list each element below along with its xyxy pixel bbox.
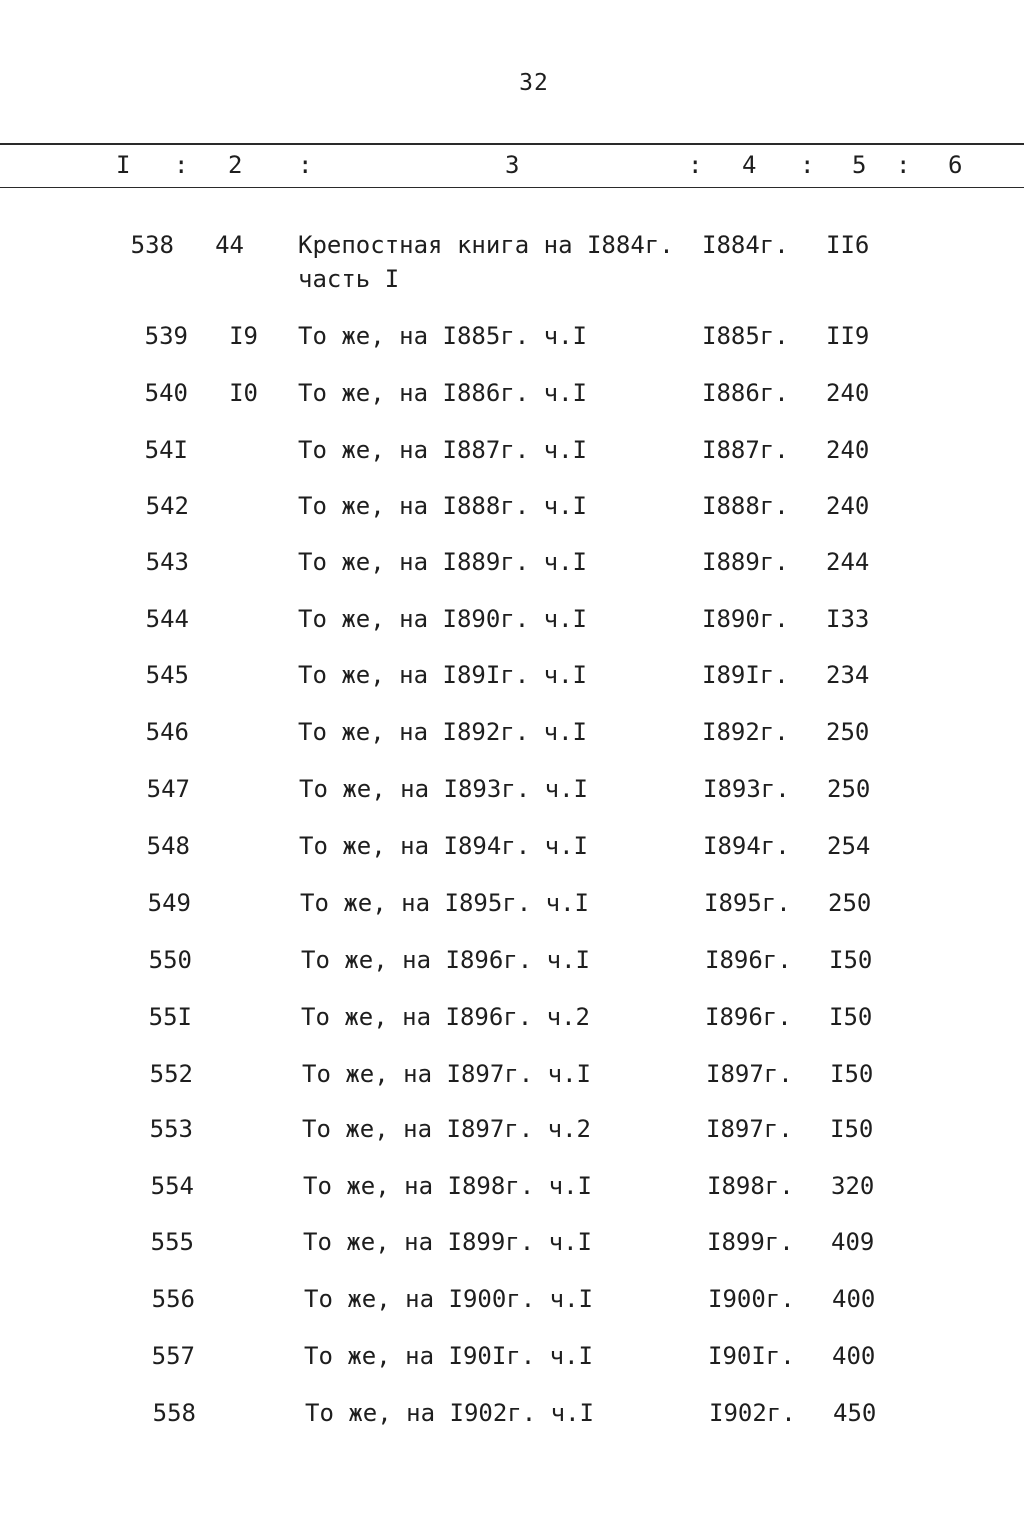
row-date: I892г.: [702, 718, 789, 746]
row-count: 234: [826, 661, 870, 689]
row-number: 546: [145, 718, 189, 746]
table-row: [0, 1283, 1024, 1323]
row-title: То же, на I885г. ч.I: [298, 322, 587, 350]
table-row: [0, 377, 1024, 417]
header-separator: :: [896, 151, 911, 179]
table-row: [0, 1397, 1024, 1437]
row-number: 538: [130, 231, 174, 259]
row-title: То же, на I896г. ч.2: [301, 1003, 590, 1031]
row-count: 240: [826, 436, 870, 464]
header-col-1: I: [116, 151, 131, 179]
table-row: [0, 887, 1024, 927]
row-number: 552: [149, 1060, 193, 1088]
table-row: [0, 546, 1024, 586]
header-col-2: 2: [228, 151, 243, 179]
row-count: 250: [826, 718, 870, 746]
row-date: I897г.: [706, 1060, 793, 1088]
row-title: То же, на I892г. ч.I: [298, 718, 587, 746]
row-date: I900г.: [708, 1285, 795, 1313]
header-separator: :: [298, 151, 313, 179]
table-row: [0, 320, 1024, 360]
row-number: 548: [146, 832, 190, 860]
table-row: [0, 1340, 1024, 1380]
row-count: 240: [826, 492, 870, 520]
row-number: 550: [148, 946, 192, 974]
row-count: 250: [827, 775, 871, 803]
row-date: I888г.: [702, 492, 789, 520]
page-number: 32: [519, 70, 549, 96]
row-title: То же, на I886г. ч.I: [298, 379, 587, 407]
row-title: То же, на I902г. ч.I: [305, 1399, 594, 1427]
row-number: 545: [145, 661, 189, 689]
table-row: [0, 1226, 1024, 1266]
row-title-continuation: часть I: [298, 265, 400, 293]
row-sub-number: 44: [215, 231, 244, 259]
row-title: То же, на I895г. ч.I: [300, 889, 589, 917]
row-number: 553: [149, 1115, 193, 1143]
table-row: [0, 490, 1024, 530]
table-row: [0, 434, 1024, 474]
header-separator: :: [174, 151, 189, 179]
row-date: I894г.: [703, 832, 790, 860]
row-count: II6: [826, 231, 870, 259]
table-row: [0, 1113, 1024, 1153]
row-count: I50: [830, 1060, 874, 1088]
row-title: То же, на I894г. ч.I: [299, 832, 588, 860]
row-count: 244: [826, 548, 870, 576]
row-date: I893г.: [703, 775, 790, 803]
table-row: [0, 773, 1024, 813]
row-title: То же, на I897г. ч.I: [302, 1060, 591, 1088]
row-number: 555: [150, 1228, 194, 1256]
row-date: I89Iг.: [702, 661, 789, 689]
table-row: [0, 229, 1024, 293]
row-count: II9: [826, 322, 870, 350]
row-date: I884г.: [702, 231, 789, 259]
row-sub-number: I0: [229, 379, 258, 407]
row-date: I887г.: [702, 436, 789, 464]
row-title: То же, на I90Iг. ч.I: [304, 1342, 593, 1370]
row-count: 320: [831, 1172, 875, 1200]
row-date: I886г.: [702, 379, 789, 407]
row-title: То же, на I900г. ч.I: [304, 1285, 593, 1313]
row-count: 400: [832, 1285, 876, 1313]
row-sub-number: I9: [229, 322, 258, 350]
row-date: I90Iг.: [708, 1342, 795, 1370]
row-number: 544: [145, 605, 189, 633]
table-row: [0, 830, 1024, 870]
header-separator: :: [688, 151, 703, 179]
row-title: Крепостная книга на I884г.: [298, 231, 674, 259]
table-row: [0, 1058, 1024, 1098]
table-row: [0, 603, 1024, 643]
table-row: [0, 1170, 1024, 1210]
table-row: [0, 716, 1024, 756]
row-title: То же, на I888г. ч.I: [298, 492, 587, 520]
row-count: 254: [827, 832, 871, 860]
table-row: [0, 1001, 1024, 1041]
row-number: 539: [144, 322, 188, 350]
row-number: 54I: [144, 436, 188, 464]
row-number: 55I: [148, 1003, 192, 1031]
row-title: То же, на I899г. ч.I: [303, 1228, 592, 1256]
row-title: То же, на I897г. ч.2: [302, 1115, 591, 1143]
row-date: I897г.: [706, 1115, 793, 1143]
row-title: То же, на I893г. ч.I: [299, 775, 588, 803]
row-count: I50: [829, 946, 873, 974]
row-title: То же, на I89Iг. ч.I: [298, 661, 587, 689]
header-separator: :: [800, 151, 815, 179]
row-count: 400: [832, 1342, 876, 1370]
table-row: [0, 659, 1024, 699]
row-date: I889г.: [702, 548, 789, 576]
row-date: I890г.: [702, 605, 789, 633]
row-number: 556: [151, 1285, 195, 1313]
row-count: I50: [829, 1003, 873, 1031]
row-count: I33: [826, 605, 870, 633]
header-col-6: 6: [948, 151, 963, 179]
table-row: [0, 944, 1024, 984]
row-count: 409: [831, 1228, 875, 1256]
row-date: I899г.: [707, 1228, 794, 1256]
row-number: 543: [145, 548, 189, 576]
row-date: I898г.: [707, 1172, 794, 1200]
row-date: I885г.: [702, 322, 789, 350]
row-title: То же, на I887г. ч.I: [298, 436, 587, 464]
row-title: То же, на I896г. ч.I: [301, 946, 590, 974]
row-date: I902г.: [709, 1399, 796, 1427]
header-col-4: 4: [742, 151, 757, 179]
header-col-5: 5: [852, 151, 867, 179]
header-col-3: 3: [505, 151, 520, 179]
row-count: 250: [828, 889, 872, 917]
row-count: I50: [830, 1115, 874, 1143]
row-count: 450: [833, 1399, 877, 1427]
row-number: 557: [151, 1342, 195, 1370]
row-date: I896г.: [705, 1003, 792, 1031]
row-number: 558: [152, 1399, 196, 1427]
row-title: То же, на I890г. ч.I: [298, 605, 587, 633]
row-date: I895г.: [704, 889, 791, 917]
row-date: I896г.: [705, 946, 792, 974]
row-number: 547: [146, 775, 190, 803]
row-number: 542: [145, 492, 189, 520]
row-number: 554: [150, 1172, 194, 1200]
row-number: 540: [144, 379, 188, 407]
row-number: 549: [147, 889, 191, 917]
row-title: То же, на I898г. ч.I: [303, 1172, 592, 1200]
row-title: То же, на I889г. ч.I: [298, 548, 587, 576]
row-count: 240: [826, 379, 870, 407]
